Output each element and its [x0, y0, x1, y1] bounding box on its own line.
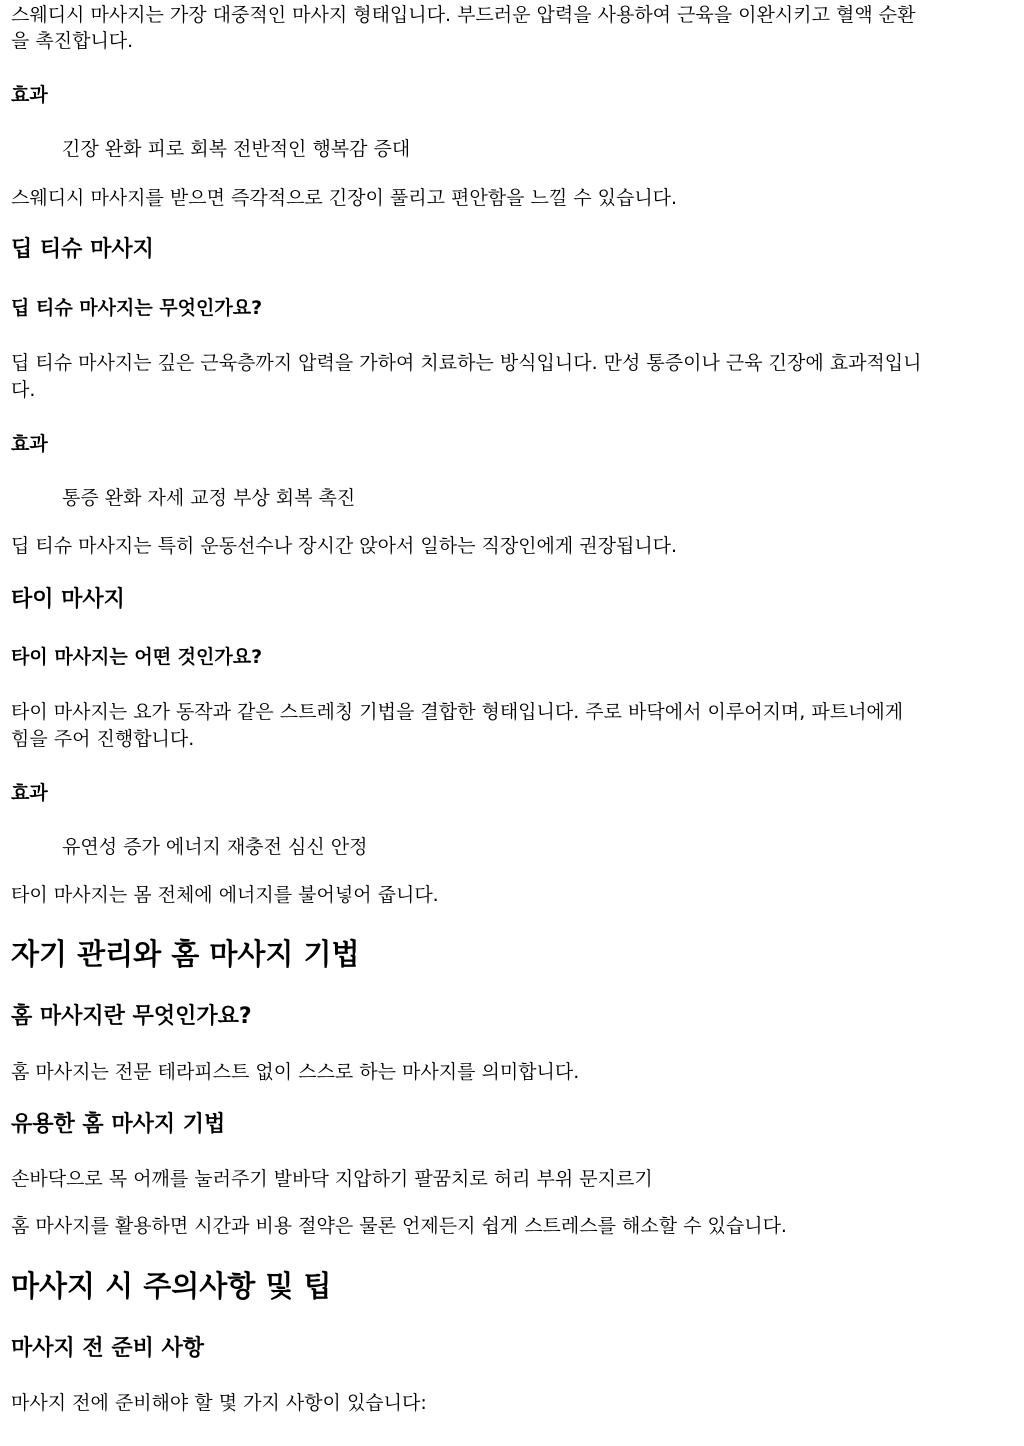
home-massage-question: 홈 마사지란 무엇인가요? [11, 1004, 252, 1029]
deep-tissue-heading: 딥 티슈 마사지 [11, 237, 154, 262]
prep-intro: 마사지 전에 준비해야 할 몇 가지 사항이 있습니다: [11, 1392, 427, 1414]
home-techniques-list: 손바닥으로 목 어깨를 눌러주기 발바닥 지압하기 팔꿈치로 허리 부위 문지르기 [11, 1168, 653, 1190]
thai-closing: 타이 마사지는 몸 전체에 에너지를 불어넣어 줍니다. [11, 884, 439, 906]
thai-question: 타이 마사지는 어떤 것인가요? [11, 646, 263, 668]
tips-heading: 마사지 시 주의사항 및 팁 [11, 1269, 332, 1303]
home-massage-desc: 홈 마사지는 전문 테라피스트 없이 스스로 하는 마사지를 의미합니다. [11, 1061, 580, 1083]
deep-tissue-question: 딥 티슈 마사지는 무엇인가요? [11, 297, 263, 319]
swedish-intro-line-2: 을 촉진합니다. [11, 30, 134, 52]
deep-tissue-desc-line-2: 다. [11, 379, 36, 401]
swedish-intro-line-1: 스웨디시 마사지는 가장 대중적인 마사지 형태입니다. 부드러운 압력을 사용하여 근육을 이완시키고 혈액 순환 [11, 4, 916, 26]
deep-tissue-closing: 딥 티슈 마사지는 특히 운동선수나 장시간 앉아서 일하는 직장인에게 권장됩니다. [11, 535, 678, 557]
thai-effects-list: 유연성 증가 에너지 재충전 심신 안정 [62, 836, 368, 858]
home-techniques-heading: 유용한 홈 마사지 기법 [11, 1112, 226, 1137]
swedish-effects-list: 긴장 완화 피로 회복 전반적인 행복감 증대 [62, 138, 411, 160]
self-care-heading: 자기 관리와 홈 마사지 기법 [11, 937, 360, 971]
thai-effects-heading: 효과 [11, 782, 48, 804]
home-massage-closing: 홈 마사지를 활용하면 시간과 비용 절약은 물론 언제든지 쉽게 스트레스를 해소할 수 있습니다. [11, 1215, 787, 1237]
deep-tissue-desc-line-1: 딥 티슈 마사지는 깊은 근육층까지 압력을 가하여 치료하는 방식입니다. 만성 통증이나 근육 긴장에 효과적입니 [11, 352, 922, 374]
deep-tissue-effects-list: 통증 완화 자세 교정 부상 회복 촉진 [62, 487, 356, 509]
thai-desc-line-2: 힘을 주어 진행합니다. [11, 728, 195, 750]
swedish-closing: 스웨디시 마사지를 받으면 즉각적으로 긴장이 풀리고 편안함을 느낄 수 있습니다. [11, 187, 678, 209]
swedish-effects-heading: 효과 [11, 84, 48, 106]
thai-heading: 타이 마사지 [11, 587, 125, 612]
prep-heading: 마사지 전 준비 사항 [11, 1336, 204, 1361]
thai-desc-line-1: 타이 마사지는 요가 동작과 같은 스트레칭 기법을 결합한 형태입니다. 주로 바닥에서 이루어지며, 파트너에게 [11, 701, 904, 723]
deep-tissue-effects-heading: 효과 [11, 433, 48, 455]
